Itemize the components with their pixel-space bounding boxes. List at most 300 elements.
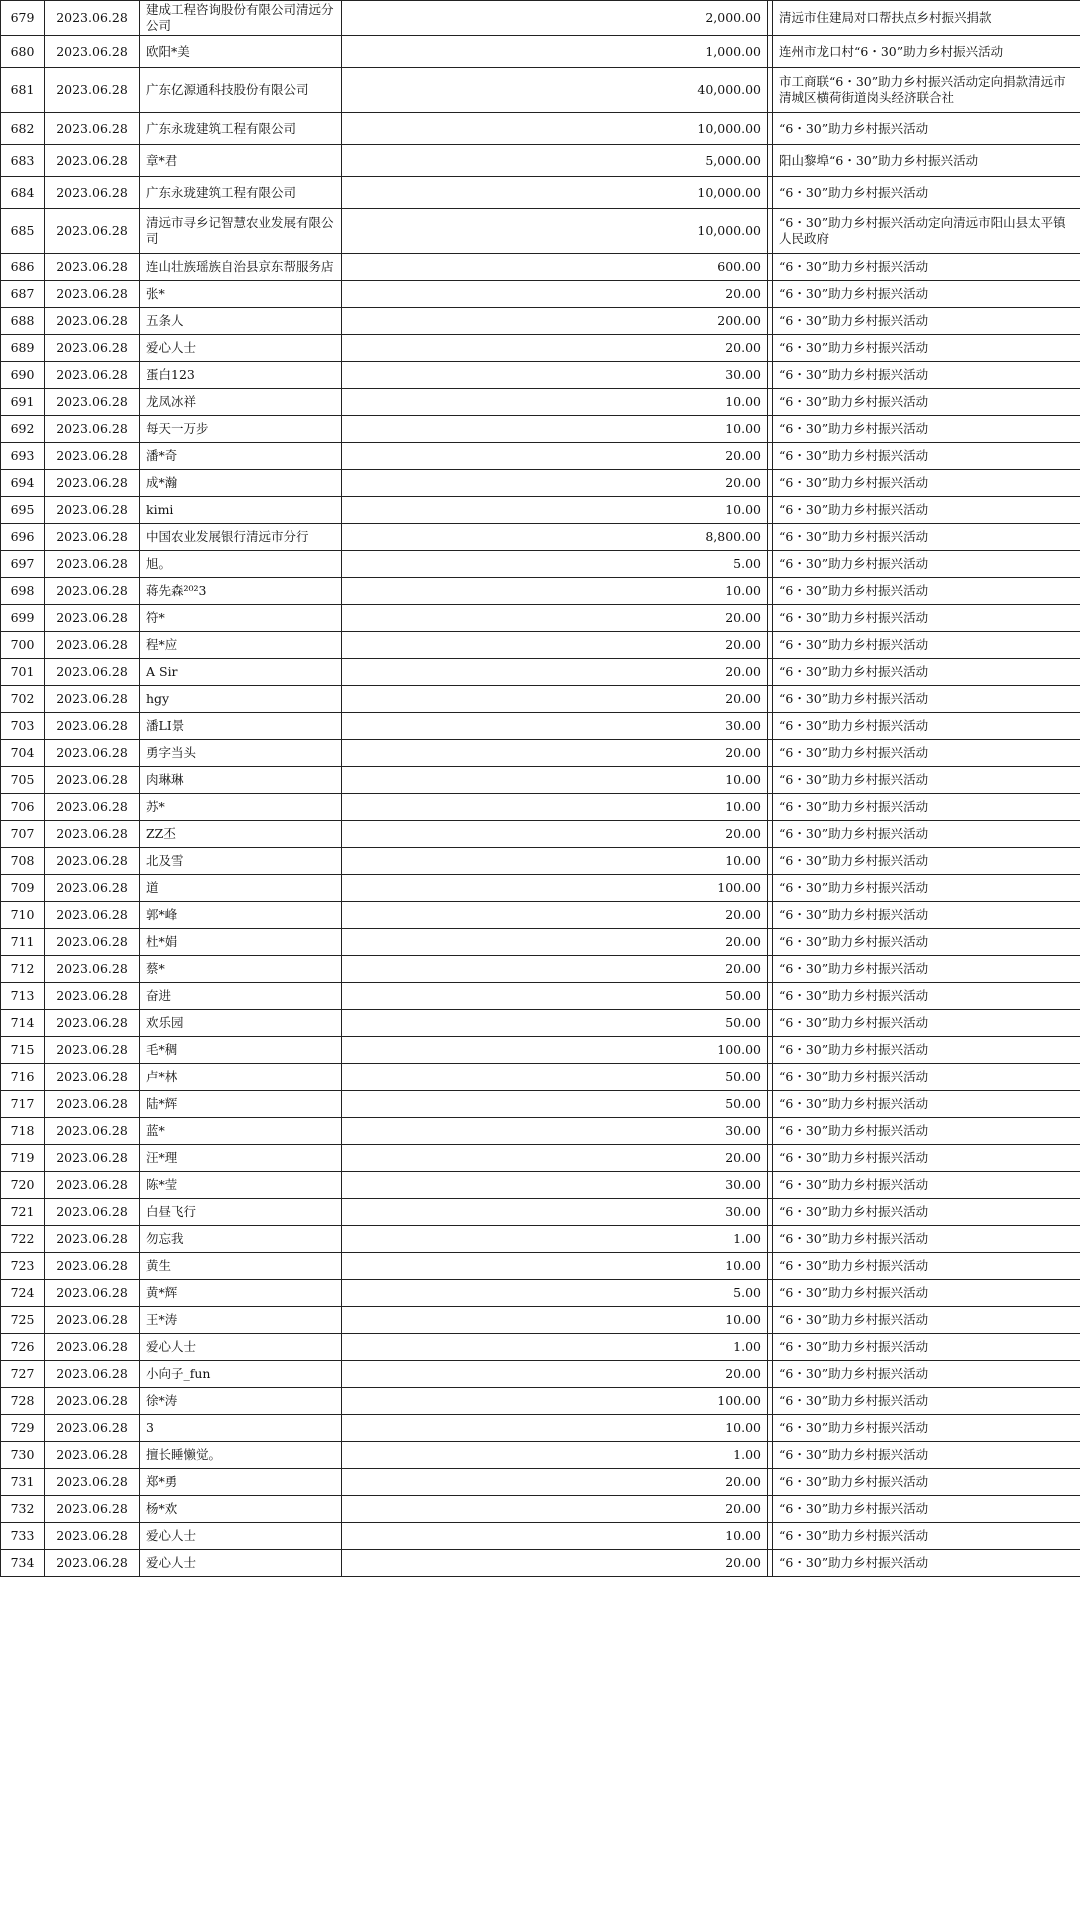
table-row (1, 68, 1080, 113)
row-number: 721 (1, 1199, 45, 1226)
table-row (1, 335, 1080, 362)
row-purpose: “6・30”助力乡村振兴活动 (773, 1064, 1080, 1091)
table-row (1, 1118, 1080, 1145)
row-number: 710 (1, 902, 45, 929)
row-date: 2023.06.28 (45, 1469, 140, 1496)
row-number: 697 (1, 551, 45, 578)
row-amount: 10,000.00 (342, 113, 768, 145)
row-date: 2023.06.28 (45, 1496, 140, 1523)
row-donor-name: 爱心人士 (140, 335, 342, 362)
row-date: 2023.06.28 (45, 821, 140, 848)
row-date: 2023.06.28 (45, 1010, 140, 1037)
row-date: 2023.06.28 (45, 659, 140, 686)
row-date: 2023.06.28 (45, 1, 140, 36)
row-date: 2023.06.28 (45, 1550, 140, 1577)
row-number: 692 (1, 416, 45, 443)
row-donor-name: 擅长睡懒觉。 (140, 1442, 342, 1469)
row-number: 712 (1, 956, 45, 983)
row-purpose: “6・30”助力乡村振兴活动 (773, 1523, 1080, 1550)
row-amount: 50.00 (342, 1064, 768, 1091)
row-donor-name: 清远市寻乡记智慧农业发展有限公司 (140, 209, 342, 254)
table-row (1, 821, 1080, 848)
table-row (1, 1550, 1080, 1577)
table-row (1, 1361, 1080, 1388)
row-date: 2023.06.28 (45, 1172, 140, 1199)
row-amount: 20.00 (342, 1361, 768, 1388)
row-donor-name: 奋进 (140, 983, 342, 1010)
row-donor-name: 肉琳琳 (140, 767, 342, 794)
row-date: 2023.06.28 (45, 1199, 140, 1226)
row-date: 2023.06.28 (45, 1307, 140, 1334)
row-purpose: “6・30”助力乡村振兴活动 (773, 956, 1080, 983)
row-purpose: “6・30”助力乡村振兴活动 (773, 389, 1080, 416)
row-amount: 10,000.00 (342, 209, 768, 254)
row-donor-name: 五条人 (140, 308, 342, 335)
row-amount: 20.00 (342, 686, 768, 713)
row-date: 2023.06.28 (45, 524, 140, 551)
row-purpose: “6・30”助力乡村振兴活动 (773, 1145, 1080, 1172)
table-row (1, 875, 1080, 902)
row-number: 696 (1, 524, 45, 551)
row-number: 731 (1, 1469, 45, 1496)
table-row (1, 1091, 1080, 1118)
row-amount: 30.00 (342, 1172, 768, 1199)
row-date: 2023.06.28 (45, 848, 140, 875)
row-amount: 20.00 (342, 902, 768, 929)
row-number: 684 (1, 177, 45, 209)
row-amount: 20.00 (342, 956, 768, 983)
row-amount: 1.00 (342, 1226, 768, 1253)
row-amount: 1.00 (342, 1334, 768, 1361)
table-row (1, 632, 1080, 659)
row-donor-name: 郭*峰 (140, 902, 342, 929)
row-amount: 200.00 (342, 308, 768, 335)
row-purpose: “6・30”助力乡村振兴活动 (773, 470, 1080, 497)
row-date: 2023.06.28 (45, 36, 140, 68)
row-amount: 20.00 (342, 1145, 768, 1172)
row-donor-name: 蓝* (140, 1118, 342, 1145)
row-number: 702 (1, 686, 45, 713)
row-number: 718 (1, 1118, 45, 1145)
row-number: 713 (1, 983, 45, 1010)
row-purpose: “6・30”助力乡村振兴活动 (773, 1226, 1080, 1253)
row-amount: 20.00 (342, 1550, 768, 1577)
row-date: 2023.06.28 (45, 1145, 140, 1172)
row-purpose: “6・30”助力乡村振兴活动 (773, 659, 1080, 686)
row-date: 2023.06.28 (45, 929, 140, 956)
row-amount: 5.00 (342, 1280, 768, 1307)
row-donor-name: 爱心人士 (140, 1334, 342, 1361)
row-number: 725 (1, 1307, 45, 1334)
row-amount: 20.00 (342, 740, 768, 767)
row-date: 2023.06.28 (45, 1118, 140, 1145)
row-date: 2023.06.28 (45, 416, 140, 443)
row-number: 704 (1, 740, 45, 767)
row-donor-name: 陆*辉 (140, 1091, 342, 1118)
row-date: 2023.06.28 (45, 254, 140, 281)
row-purpose: “6・30”助力乡村振兴活动 (773, 308, 1080, 335)
row-purpose: 阳山黎埠“6・30”助力乡村振兴活动 (773, 145, 1080, 177)
row-donor-name: 郑*勇 (140, 1469, 342, 1496)
row-number: 706 (1, 794, 45, 821)
row-date: 2023.06.28 (45, 281, 140, 308)
row-number: 695 (1, 497, 45, 524)
row-purpose: “6・30”助力乡村振兴活动 (773, 1307, 1080, 1334)
row-number: 705 (1, 767, 45, 794)
table-row (1, 848, 1080, 875)
row-date: 2023.06.28 (45, 1037, 140, 1064)
row-donor-name: 龙凤冰祥 (140, 389, 342, 416)
row-date: 2023.06.28 (45, 902, 140, 929)
donation-table-body (1, 1, 1080, 1577)
row-purpose: “6・30”助力乡村振兴活动 (773, 632, 1080, 659)
table-row (1, 470, 1080, 497)
row-date: 2023.06.28 (45, 1064, 140, 1091)
row-number: 691 (1, 389, 45, 416)
row-purpose: “6・30”助力乡村振兴活动 (773, 254, 1080, 281)
row-purpose: “6・30”助力乡村振兴活动 (773, 821, 1080, 848)
row-number: 685 (1, 209, 45, 254)
row-purpose: “6・30”助力乡村振兴活动 (773, 524, 1080, 551)
row-donor-name: 北及雪 (140, 848, 342, 875)
row-number: 733 (1, 1523, 45, 1550)
row-donor-name: 黄*辉 (140, 1280, 342, 1307)
row-donor-name: 中国农业发展银行清远市分行 (140, 524, 342, 551)
row-donor-name: 成*瀚 (140, 470, 342, 497)
row-donor-name: 王*涛 (140, 1307, 342, 1334)
table-row (1, 1172, 1080, 1199)
row-purpose: “6・30”助力乡村振兴活动 (773, 1334, 1080, 1361)
table-row (1, 1145, 1080, 1172)
row-date: 2023.06.28 (45, 308, 140, 335)
table-row (1, 956, 1080, 983)
row-number: 683 (1, 145, 45, 177)
row-date: 2023.06.28 (45, 335, 140, 362)
table-row (1, 713, 1080, 740)
row-amount: 1.00 (342, 1442, 768, 1469)
row-amount: 20.00 (342, 1469, 768, 1496)
row-purpose: “6・30”助力乡村振兴活动 (773, 1091, 1080, 1118)
row-amount: 20.00 (342, 443, 768, 470)
table-row (1, 1280, 1080, 1307)
row-date: 2023.06.28 (45, 632, 140, 659)
row-number: 720 (1, 1172, 45, 1199)
row-number: 719 (1, 1145, 45, 1172)
table-row (1, 767, 1080, 794)
row-date: 2023.06.28 (45, 1091, 140, 1118)
row-number: 709 (1, 875, 45, 902)
row-purpose: “6・30”助力乡村振兴活动 (773, 1442, 1080, 1469)
table-row (1, 1442, 1080, 1469)
table-row (1, 1307, 1080, 1334)
table-row (1, 740, 1080, 767)
row-date: 2023.06.28 (45, 956, 140, 983)
table-row (1, 1496, 1080, 1523)
table-row (1, 1, 1080, 36)
row-amount: 10.00 (342, 1523, 768, 1550)
row-date: 2023.06.28 (45, 1253, 140, 1280)
row-date: 2023.06.28 (45, 177, 140, 209)
table-row (1, 209, 1080, 254)
row-amount: 50.00 (342, 1010, 768, 1037)
row-amount: 20.00 (342, 335, 768, 362)
row-purpose: “6・30”助力乡村振兴活动 (773, 551, 1080, 578)
row-purpose: “6・30”助力乡村振兴活动 (773, 335, 1080, 362)
row-amount: 10.00 (342, 767, 768, 794)
table-row (1, 416, 1080, 443)
row-amount: 2,000.00 (342, 1, 768, 36)
row-donor-name: 道 (140, 875, 342, 902)
row-number: 715 (1, 1037, 45, 1064)
row-donor-name: 符* (140, 605, 342, 632)
row-number: 699 (1, 605, 45, 632)
row-amount: 10.00 (342, 389, 768, 416)
row-purpose: “6・30”助力乡村振兴活动 (773, 686, 1080, 713)
table-row (1, 36, 1080, 68)
row-number: 703 (1, 713, 45, 740)
row-purpose: “6・30”助力乡村振兴活动 (773, 443, 1080, 470)
row-amount: 20.00 (342, 470, 768, 497)
row-date: 2023.06.28 (45, 389, 140, 416)
row-amount: 30.00 (342, 362, 768, 389)
row-date: 2023.06.28 (45, 1280, 140, 1307)
row-purpose: “6・30”助力乡村振兴活动 (773, 902, 1080, 929)
row-purpose: “6・30”助力乡村振兴活动 (773, 177, 1080, 209)
row-amount: 600.00 (342, 254, 768, 281)
row-number: 698 (1, 578, 45, 605)
row-donor-name: 汪*理 (140, 1145, 342, 1172)
table-row (1, 551, 1080, 578)
table-row (1, 1334, 1080, 1361)
row-donor-name: 杜*娟 (140, 929, 342, 956)
row-amount: 40,000.00 (342, 68, 768, 113)
row-number: 722 (1, 1226, 45, 1253)
row-date: 2023.06.28 (45, 470, 140, 497)
row-donor-name: 苏* (140, 794, 342, 821)
row-donor-name: 徐*涛 (140, 1388, 342, 1415)
row-donor-name: 蒋先森²⁰²3 (140, 578, 342, 605)
row-date: 2023.06.28 (45, 713, 140, 740)
row-donor-name: 程*应 (140, 632, 342, 659)
row-donor-name: kimi (140, 497, 342, 524)
row-purpose: “6・30”助力乡村振兴活动 (773, 1037, 1080, 1064)
row-date: 2023.06.28 (45, 605, 140, 632)
row-donor-name: 杨*欢 (140, 1496, 342, 1523)
row-number: 701 (1, 659, 45, 686)
row-amount: 10,000.00 (342, 177, 768, 209)
row-date: 2023.06.28 (45, 209, 140, 254)
row-amount: 20.00 (342, 605, 768, 632)
table-row (1, 389, 1080, 416)
row-donor-name: 旭。 (140, 551, 342, 578)
table-row (1, 902, 1080, 929)
row-date: 2023.06.28 (45, 1334, 140, 1361)
row-donor-name: 3 (140, 1415, 342, 1442)
row-amount: 10.00 (342, 578, 768, 605)
row-number: 723 (1, 1253, 45, 1280)
row-amount: 20.00 (342, 281, 768, 308)
table-row (1, 443, 1080, 470)
table-row (1, 578, 1080, 605)
table-row (1, 1523, 1080, 1550)
row-amount: 50.00 (342, 983, 768, 1010)
row-donor-name: 张* (140, 281, 342, 308)
table-row (1, 1037, 1080, 1064)
row-number: 717 (1, 1091, 45, 1118)
row-amount: 100.00 (342, 875, 768, 902)
table-row (1, 1469, 1080, 1496)
row-number: 724 (1, 1280, 45, 1307)
row-amount: 10.00 (342, 1415, 768, 1442)
table-row (1, 281, 1080, 308)
row-donor-name: ZZ丕 (140, 821, 342, 848)
table-row (1, 929, 1080, 956)
row-donor-name: 爱心人士 (140, 1550, 342, 1577)
row-donor-name: hgy (140, 686, 342, 713)
row-donor-name: 爱心人士 (140, 1523, 342, 1550)
row-purpose: “6・30”助力乡村振兴活动 (773, 875, 1080, 902)
row-number: 714 (1, 1010, 45, 1037)
row-number: 693 (1, 443, 45, 470)
row-amount: 20.00 (342, 821, 768, 848)
row-purpose: “6・30”助力乡村振兴活动 (773, 767, 1080, 794)
row-donor-name: 潘LI景 (140, 713, 342, 740)
row-purpose: “6・30”助力乡村振兴活动 (773, 1415, 1080, 1442)
table-row (1, 362, 1080, 389)
row-purpose: “6・30”助力乡村振兴活动 (773, 1469, 1080, 1496)
row-donor-name: 黄生 (140, 1253, 342, 1280)
row-purpose: 清远市住建局对口帮扶点乡村振兴捐款 (773, 1, 1080, 36)
row-donor-name: 广东永珑建筑工程有限公司 (140, 177, 342, 209)
row-date: 2023.06.28 (45, 113, 140, 145)
table-row (1, 145, 1080, 177)
row-date: 2023.06.28 (45, 68, 140, 113)
table-row (1, 659, 1080, 686)
row-number: 732 (1, 1496, 45, 1523)
row-donor-name: 欢乐园 (140, 1010, 342, 1037)
row-amount: 20.00 (342, 929, 768, 956)
row-number: 700 (1, 632, 45, 659)
row-donor-name: 蔡* (140, 956, 342, 983)
row-date: 2023.06.28 (45, 1523, 140, 1550)
row-purpose: “6・30”助力乡村振兴活动 (773, 1388, 1080, 1415)
row-amount: 20.00 (342, 659, 768, 686)
row-number: 679 (1, 1, 45, 36)
table-row (1, 794, 1080, 821)
row-date: 2023.06.28 (45, 875, 140, 902)
row-donor-name: 广东永珑建筑工程有限公司 (140, 113, 342, 145)
row-number: 727 (1, 1361, 45, 1388)
row-purpose: “6・30”助力乡村振兴活动 (773, 929, 1080, 956)
row-date: 2023.06.28 (45, 767, 140, 794)
row-number: 734 (1, 1550, 45, 1577)
row-number: 682 (1, 113, 45, 145)
row-amount: 30.00 (342, 1118, 768, 1145)
row-amount: 20.00 (342, 632, 768, 659)
row-date: 2023.06.28 (45, 1226, 140, 1253)
table-row (1, 1388, 1080, 1415)
row-donor-name: 欧阳*美 (140, 36, 342, 68)
row-purpose: “6・30”助力乡村振兴活动 (773, 1010, 1080, 1037)
row-date: 2023.06.28 (45, 983, 140, 1010)
table-row (1, 983, 1080, 1010)
row-date: 2023.06.28 (45, 686, 140, 713)
table-row (1, 113, 1080, 145)
row-number: 681 (1, 68, 45, 113)
row-number: 716 (1, 1064, 45, 1091)
table-row (1, 1064, 1080, 1091)
row-purpose: “6・30”助力乡村振兴活动 (773, 1280, 1080, 1307)
row-date: 2023.06.28 (45, 443, 140, 470)
table-row (1, 1226, 1080, 1253)
row-date: 2023.06.28 (45, 794, 140, 821)
table-row (1, 254, 1080, 281)
row-donor-name: 毛*稠 (140, 1037, 342, 1064)
row-amount: 10.00 (342, 416, 768, 443)
row-purpose: “6・30”助力乡村振兴活动 (773, 1118, 1080, 1145)
row-date: 2023.06.28 (45, 740, 140, 767)
row-purpose: “6・30”助力乡村振兴活动 (773, 1172, 1080, 1199)
row-donor-name: 连山壮族瑶族自治县京东帮服务店 (140, 254, 342, 281)
row-date: 2023.06.28 (45, 497, 140, 524)
row-purpose: “6・30”助力乡村振兴活动 (773, 848, 1080, 875)
row-amount: 5.00 (342, 551, 768, 578)
row-purpose: “6・30”助力乡村振兴活动 (773, 416, 1080, 443)
table-row (1, 497, 1080, 524)
table-row (1, 605, 1080, 632)
row-purpose: “6・30”助力乡村振兴活动 (773, 281, 1080, 308)
row-number: 680 (1, 36, 45, 68)
row-number: 728 (1, 1388, 45, 1415)
row-purpose: 市工商联“6・30”助力乡村振兴活动定向捐款清远市清城区横荷街道岗头经济联合社 (773, 68, 1080, 113)
row-donor-name: 白昼飞行 (140, 1199, 342, 1226)
row-donor-name: 小向子_fun (140, 1361, 342, 1388)
row-purpose: “6・30”助力乡村振兴活动 (773, 362, 1080, 389)
row-number: 729 (1, 1415, 45, 1442)
row-number: 707 (1, 821, 45, 848)
row-purpose: 连州市龙口村“6・30”助力乡村振兴活动 (773, 36, 1080, 68)
row-amount: 50.00 (342, 1091, 768, 1118)
row-donor-name: 蛋白123 (140, 362, 342, 389)
row-amount: 100.00 (342, 1388, 768, 1415)
table-row (1, 308, 1080, 335)
row-date: 2023.06.28 (45, 145, 140, 177)
row-number: 694 (1, 470, 45, 497)
row-date: 2023.06.28 (45, 1442, 140, 1469)
row-number: 686 (1, 254, 45, 281)
row-purpose: “6・30”助力乡村振兴活动 (773, 497, 1080, 524)
row-donor-name: 陈*莹 (140, 1172, 342, 1199)
row-number: 708 (1, 848, 45, 875)
row-purpose: “6・30”助力乡村振兴活动 (773, 578, 1080, 605)
row-amount: 10.00 (342, 1307, 768, 1334)
row-donor-name: 每天一万步 (140, 416, 342, 443)
row-amount: 8,800.00 (342, 524, 768, 551)
row-date: 2023.06.28 (45, 1415, 140, 1442)
row-amount: 100.00 (342, 1037, 768, 1064)
row-number: 689 (1, 335, 45, 362)
row-date: 2023.06.28 (45, 1388, 140, 1415)
table-row (1, 177, 1080, 209)
row-donor-name: 潘*奇 (140, 443, 342, 470)
row-number: 688 (1, 308, 45, 335)
row-donor-name: A Sir (140, 659, 342, 686)
row-purpose: “6・30”助力乡村振兴活动定向清远市阳山县太平镇人民政府 (773, 209, 1080, 254)
row-amount: 10.00 (342, 497, 768, 524)
row-purpose: “6・30”助力乡村振兴活动 (773, 1550, 1080, 1577)
row-purpose: “6・30”助力乡村振兴活动 (773, 794, 1080, 821)
row-amount: 5,000.00 (342, 145, 768, 177)
